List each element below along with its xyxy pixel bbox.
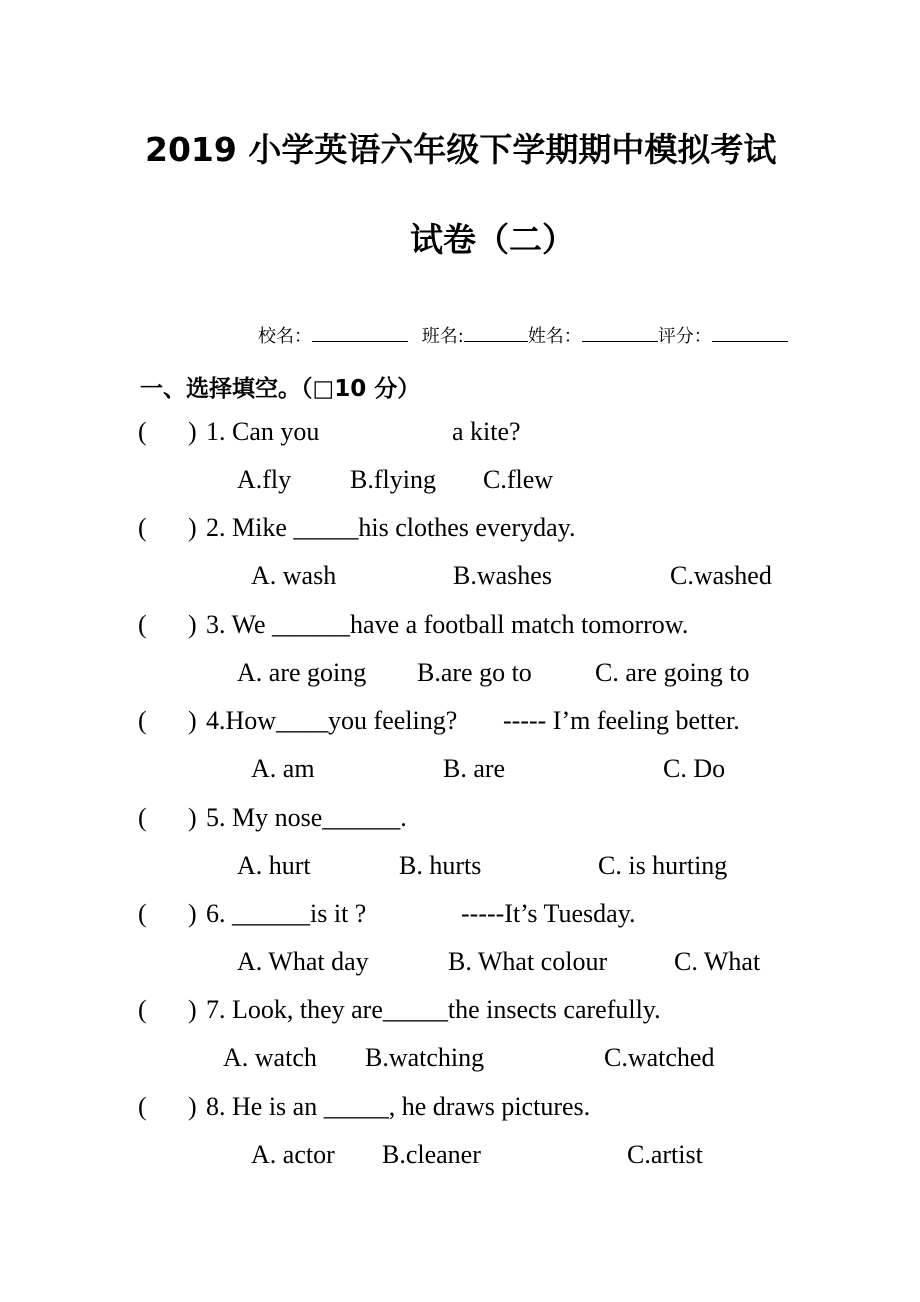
answer-paren-close: ) — [188, 706, 197, 735]
score-label: 评分： — [657, 326, 712, 347]
class-label: 班名: — [421, 326, 464, 347]
option-c: C. What — [674, 947, 761, 976]
question-stem: 2. Mike _____his clothes everyday. — [206, 513, 576, 542]
answer-paren-open: ( — [138, 899, 147, 928]
page-title: 2019 小学英语六年级下学期期中模拟考试 — [145, 130, 777, 169]
option-b: B.watching — [365, 1043, 485, 1072]
option-b: B. What colour — [448, 947, 608, 976]
name-field[interactable] — [582, 323, 658, 342]
option-c: C.washed — [670, 561, 772, 590]
option-b: B.are go to — [417, 658, 532, 687]
question-stem-end: ----- I’m feeling better. — [503, 706, 740, 735]
option-c: C.artist — [627, 1140, 703, 1169]
option-a: A. actor — [251, 1140, 335, 1169]
option-a: A. What day — [237, 947, 369, 976]
option-b: B.flying — [350, 465, 436, 494]
answer-paren-open: ( — [138, 1092, 147, 1121]
question-stem: 8. He is an _____, he draws pictures. — [206, 1092, 591, 1121]
school-label: 校名： — [258, 326, 312, 347]
info-line — [258, 322, 788, 348]
option-c: C.watched — [604, 1043, 715, 1072]
school-field[interactable] — [312, 323, 408, 342]
option-b: B. hurts — [399, 851, 482, 880]
answer-paren-open: ( — [138, 417, 147, 446]
answer-paren-open: ( — [138, 803, 147, 832]
question-stem: 6. ______is it ? — [206, 899, 367, 928]
option-a: A. am — [251, 754, 315, 783]
option-c: C. are going to — [595, 658, 750, 687]
answer-paren-close: ) — [188, 1092, 197, 1121]
option-c: C. Do — [663, 754, 726, 783]
question-stem: 1. Can you — [206, 417, 320, 446]
answer-paren-open: ( — [138, 995, 147, 1024]
option-a: A. watch — [223, 1043, 317, 1072]
question-stem: 4.How____you feeling? — [206, 706, 458, 735]
answer-paren-close: ) — [188, 899, 197, 928]
question-stem-end: a kite? — [452, 417, 521, 446]
answer-paren-close: ) — [188, 610, 197, 639]
option-a: A. wash — [251, 561, 337, 590]
name-label: 姓名： — [527, 326, 582, 347]
option-c: C.flew — [483, 465, 554, 494]
option-a: A.fly — [237, 465, 292, 494]
option-a: A. are going — [237, 658, 367, 687]
option-b: B.washes — [453, 561, 552, 590]
question-stem: 5. My nose______. — [206, 803, 407, 832]
answer-paren-close: ) — [188, 995, 197, 1024]
question-stem-end: -----It’s Tuesday. — [461, 899, 636, 928]
score-field[interactable] — [712, 323, 788, 342]
answer-paren-close: ) — [188, 417, 197, 446]
option-c: C. is hurting — [598, 851, 728, 880]
answer-paren-close: ) — [188, 803, 197, 832]
question-stem: 3. We ______have a football match tomorrow. — [206, 610, 689, 639]
section-heading: 一、选择填空。（□10 分） — [140, 376, 421, 402]
page-subtitle: 试卷（二） — [410, 220, 575, 259]
answer-paren-open: ( — [138, 610, 147, 639]
answer-paren-open: ( — [138, 513, 147, 542]
option-a: A. hurt — [237, 851, 311, 880]
class-field[interactable] — [464, 323, 528, 342]
option-b: B. are — [443, 754, 506, 783]
answer-paren-close: ) — [188, 513, 197, 542]
answer-paren-open: ( — [138, 706, 147, 735]
question-stem: 7. Look, they are_____the insects carefully. — [206, 995, 661, 1024]
option-b: B.cleaner — [382, 1140, 481, 1169]
